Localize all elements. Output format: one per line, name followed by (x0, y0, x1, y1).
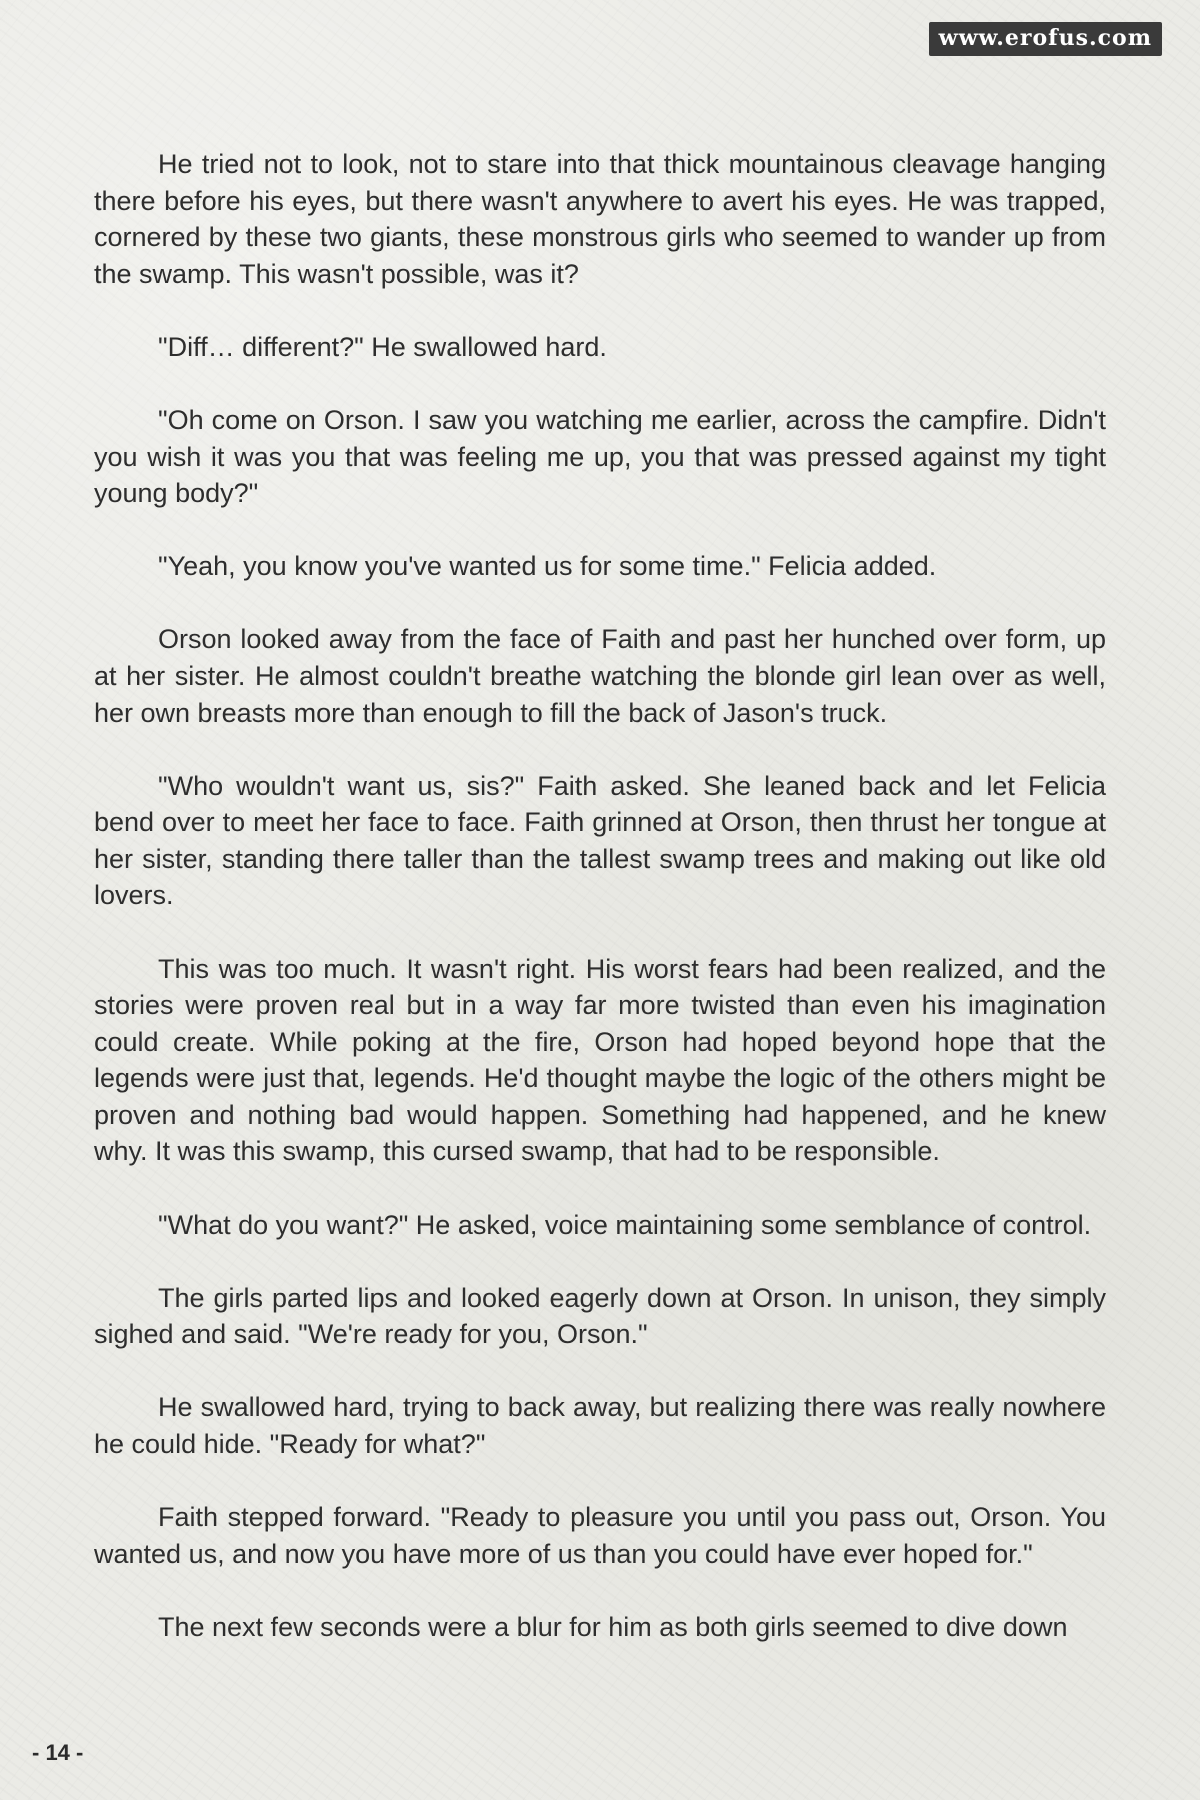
page-body (94, 146, 1106, 1682)
paragraph-11: Faith stepped forward. "Ready to pleasure you until you pass out, Orson. You wanted us, and now you have more of us than you could have ever hoped for." (94, 1502, 1106, 1569)
paragraph-6: "Who wouldn't want us, sis?" Faith asked. She leaned back and let Felicia bend over to meet her face to face. Faith grinned at Orson, then thrust her tongue at her sister, standing there taller than the tallest swamp trees and making out like old lovers. (94, 770, 1106, 911)
page-number: - 14 - (32, 1740, 84, 1765)
paragraph-3: "Oh come on Orson. I saw you watching me earlier, across the campfire. Didn't you wish it was you that was feeling me up, you that was pressed against my tight young body?" (94, 404, 1106, 509)
paragraph-8: "What do you want?" He asked, voice maintaining some semblance of control. (158, 1209, 1092, 1240)
paragraph-9: The girls parted lips and looked eagerly down at Orson. In unison, they simply sighed and said. "We're ready for you, Orson." (94, 1282, 1106, 1350)
paragraph-4: "Yeah, you know you've wanted us for some time." Felicia added. (158, 551, 937, 582)
paragraph-12: The next few seconds were a blur for him as both girls seemed to dive down (158, 1611, 1068, 1642)
paragraph-10: He swallowed hard, trying to back away, but realizing there was really nowhere he could hide. "Ready for what?" (94, 1392, 1106, 1459)
paragraph-1: He tried not to look, not to stare into that thick mountainous cleavage hanging there before his eyes, but there wasn't anywhere to avert his eyes. He was trapped, cornered by these two giants, these monstrous girls who seemed to wander up from the swamp. This wasn't possible, was it? (94, 149, 1106, 289)
paragraph-7: This was too much. It wasn't right. His worst fears had been realized, and the stories were proven real but in a way far more twisted than even his imagination could create. While poking at the fire, Orson had hoped beyond hope that the legends were just that, legends. He'd thought maybe the logic of the others might be proven and nothing bad would happen. Something had happened, and he knew why. It was this swamp, this cursed swamp, that had to be responsible. (94, 953, 1106, 1167)
paragraph-5: Orson looked away from the face of Faith and past her hunched over form, up at her sister. He almost couldn't breathe watching the blonde girl lean over as well, her own breasts more than enough to fill the back of Jason's truck. (94, 624, 1106, 728)
watermark-logo: www.erofus.com (929, 22, 1162, 56)
paragraph-2: "Diff… different?" He swallowed hard. (158, 331, 607, 362)
